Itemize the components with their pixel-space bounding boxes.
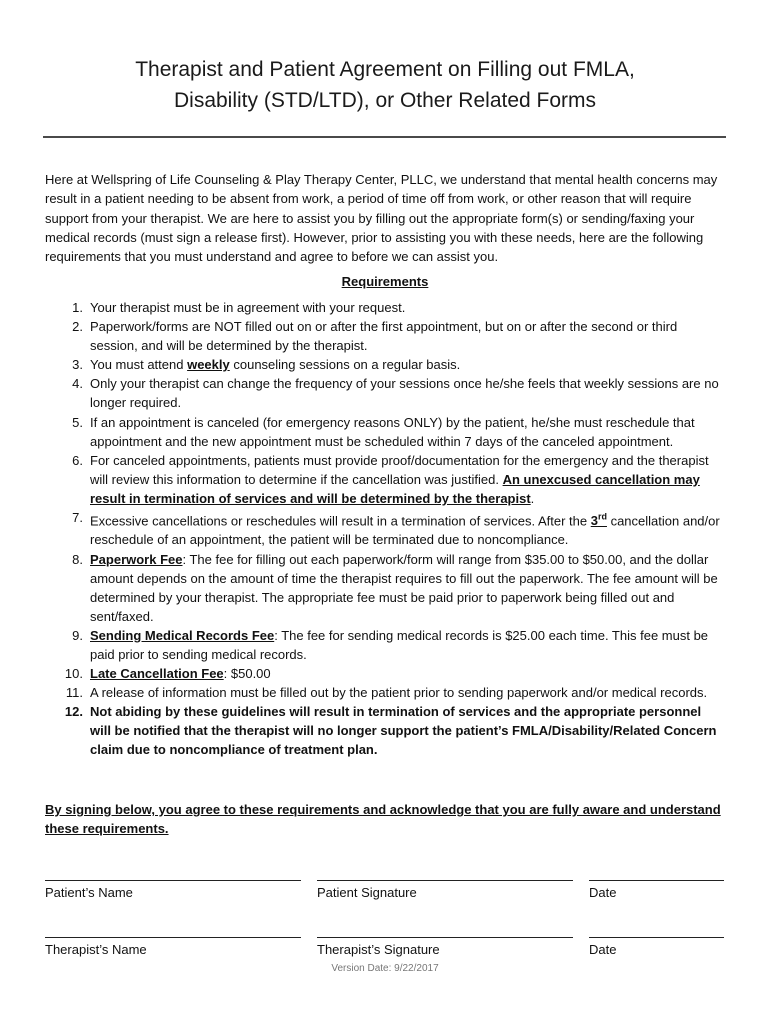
therapist-date-line[interactable] <box>589 937 724 938</box>
requirement-text-post: : $50.00 <box>223 666 271 682</box>
ordinal-number: 3 <box>590 513 598 529</box>
requirement-number: 4. <box>72 376 83 392</box>
requirement-number: 11. <box>65 685 83 701</box>
requirement-emphasis: An unexcused cancellation may result in termination of services and will be determined by the therapist <box>90 471 700 506</box>
therapist-name-label: Therapist’s Name <box>45 942 147 957</box>
requirement-text-pre: You must attend <box>90 357 188 373</box>
requirement-number: 10. <box>64 666 83 682</box>
version-date: Version Date: 9/22/2017 <box>331 963 439 974</box>
ordinal-suffix: rd <box>597 512 607 523</box>
requirement-text: Your therapist must be in agreement with your request. <box>90 300 406 315</box>
requirement-text-post: : The fee for sending medical records is $25.00 each time. This fee must be paid prior to sending medical records. <box>90 627 709 663</box>
requirement-11 <box>45 683 725 702</box>
requirement-text: Not abiding by these guidelines will result in termination of services and the appropriate personnel will be notified that the therapist will no longer support the patient’s FMLA/Disability/Related Concern claim due to noncompliance of treatment plan. <box>90 704 717 758</box>
requirements-list <box>45 298 725 760</box>
requirement-7 <box>45 508 725 550</box>
document-title <box>0 54 770 116</box>
patient-date-label: Date <box>589 885 617 900</box>
requirement-number: 2. <box>72 319 83 335</box>
patient-name-label: Patient’s Name <box>45 885 133 900</box>
title-line-1: Therapist and Patient Agreement on Filling out FMLA, <box>135 58 635 81</box>
fee-label: Late Cancellation Fee <box>90 666 224 682</box>
requirement-number: 3. <box>72 357 83 373</box>
requirement-number: 12. <box>64 704 83 720</box>
patient-date-line[interactable] <box>589 880 724 881</box>
therapist-date-label: Date <box>589 942 617 957</box>
fee-label: Paperwork Fee <box>90 551 183 567</box>
requirement-number: 9. <box>72 627 83 643</box>
requirement-number: 1. <box>72 300 83 315</box>
intro-paragraph: Here at Wellspring of Life Counseling & Play Therapy Center, PLLC, we understand that mental health concerns may result in a patient needing to be absent from work, a period of time off from work, or other reason that will require support from your therapist. We are here to assist you by filling out the appropriate form(s) or sending/faxing your medical records (must sign a release first). However, prior to assisting you with these needs, here are the following requirements that you must understand and agree to before we can assist you. <box>45 172 718 265</box>
acknowledgement: By signing below, you agree to these requirements and acknowledge that you are fully aware and understand these requirements. <box>45 802 721 837</box>
patient-name-line[interactable] <box>45 880 301 881</box>
fee-label: Sending Medical Records Fee <box>90 627 275 643</box>
requirement-3 <box>45 355 725 374</box>
requirement-9 <box>45 626 725 664</box>
requirement-text-post: counseling sessions on a regular basis. <box>229 357 461 373</box>
requirement-text: Only your therapist can change the frequency of your sessions once he/she feels that weekly sessions are no longer required. <box>90 376 719 411</box>
therapist-signature-line[interactable] <box>317 937 573 938</box>
requirement-text: If an appointment is canceled (for emergency reasons ONLY) by the patient, he/she must reschedule that appointment and the new appointment must be scheduled within 7 days of the canceled appointment. <box>90 414 695 449</box>
requirement-2 <box>45 317 725 355</box>
requirement-8 <box>45 550 725 626</box>
requirement-number: 8. <box>72 551 83 567</box>
requirement-10 <box>45 664 725 683</box>
requirement-number: 5. <box>72 414 83 430</box>
requirement-number: 6. <box>72 452 83 468</box>
requirement-text-post: : The fee for filling out each paperwork/form will range from $35.00 to $50.00, and the dollar amount depends on the amount of time the therapist requires to fill out the paperwork. The fee amount will be determined by your therapist. The appropriate fee must be paid prior to paperwork being filled out and sent/faxed. <box>90 551 718 624</box>
patient-signature-line[interactable] <box>317 880 573 881</box>
requirement-6 <box>45 451 725 508</box>
therapist-name-line[interactable] <box>45 937 301 938</box>
requirements-heading: Requirements <box>341 274 429 289</box>
requirement-5 <box>45 413 725 451</box>
title-line-2: Disability (STD/LTD), or Other Related Forms <box>173 89 597 112</box>
requirement-ordinal <box>591 513 607 528</box>
requirement-1 <box>45 298 725 317</box>
requirement-number: 7. <box>72 510 83 526</box>
requirement-text: Paperwork/forms are NOT filled out on or after the first appointment, but on or after the second or third session, and will be determined by the therapist. <box>90 319 678 354</box>
therapist-signature-label: Therapist’s Signature <box>317 942 440 957</box>
requirement-text-post: cancellation and/or reschedule of an appointment, the patient will be terminated due to noncompliance. <box>90 513 720 548</box>
requirement-4 <box>45 374 725 412</box>
requirement-text-pre: For canceled appointments, patients must provide proof/documentation for the emergency and the therapist will review this information to determine if the cancellation was justified. <box>90 452 709 487</box>
requirement-emphasis: weekly <box>187 357 230 373</box>
requirement-text-post: . <box>530 490 535 506</box>
requirement-12 <box>45 702 725 759</box>
requirement-text-pre: Excessive cancellations or reschedules will result in a termination of services. After the <box>90 513 591 529</box>
title-divider <box>43 136 726 138</box>
requirement-text: A release of information must be filled out by the patient prior to sending paperwork and/or medical records. <box>90 685 708 701</box>
patient-signature-label: Patient Signature <box>317 885 417 900</box>
